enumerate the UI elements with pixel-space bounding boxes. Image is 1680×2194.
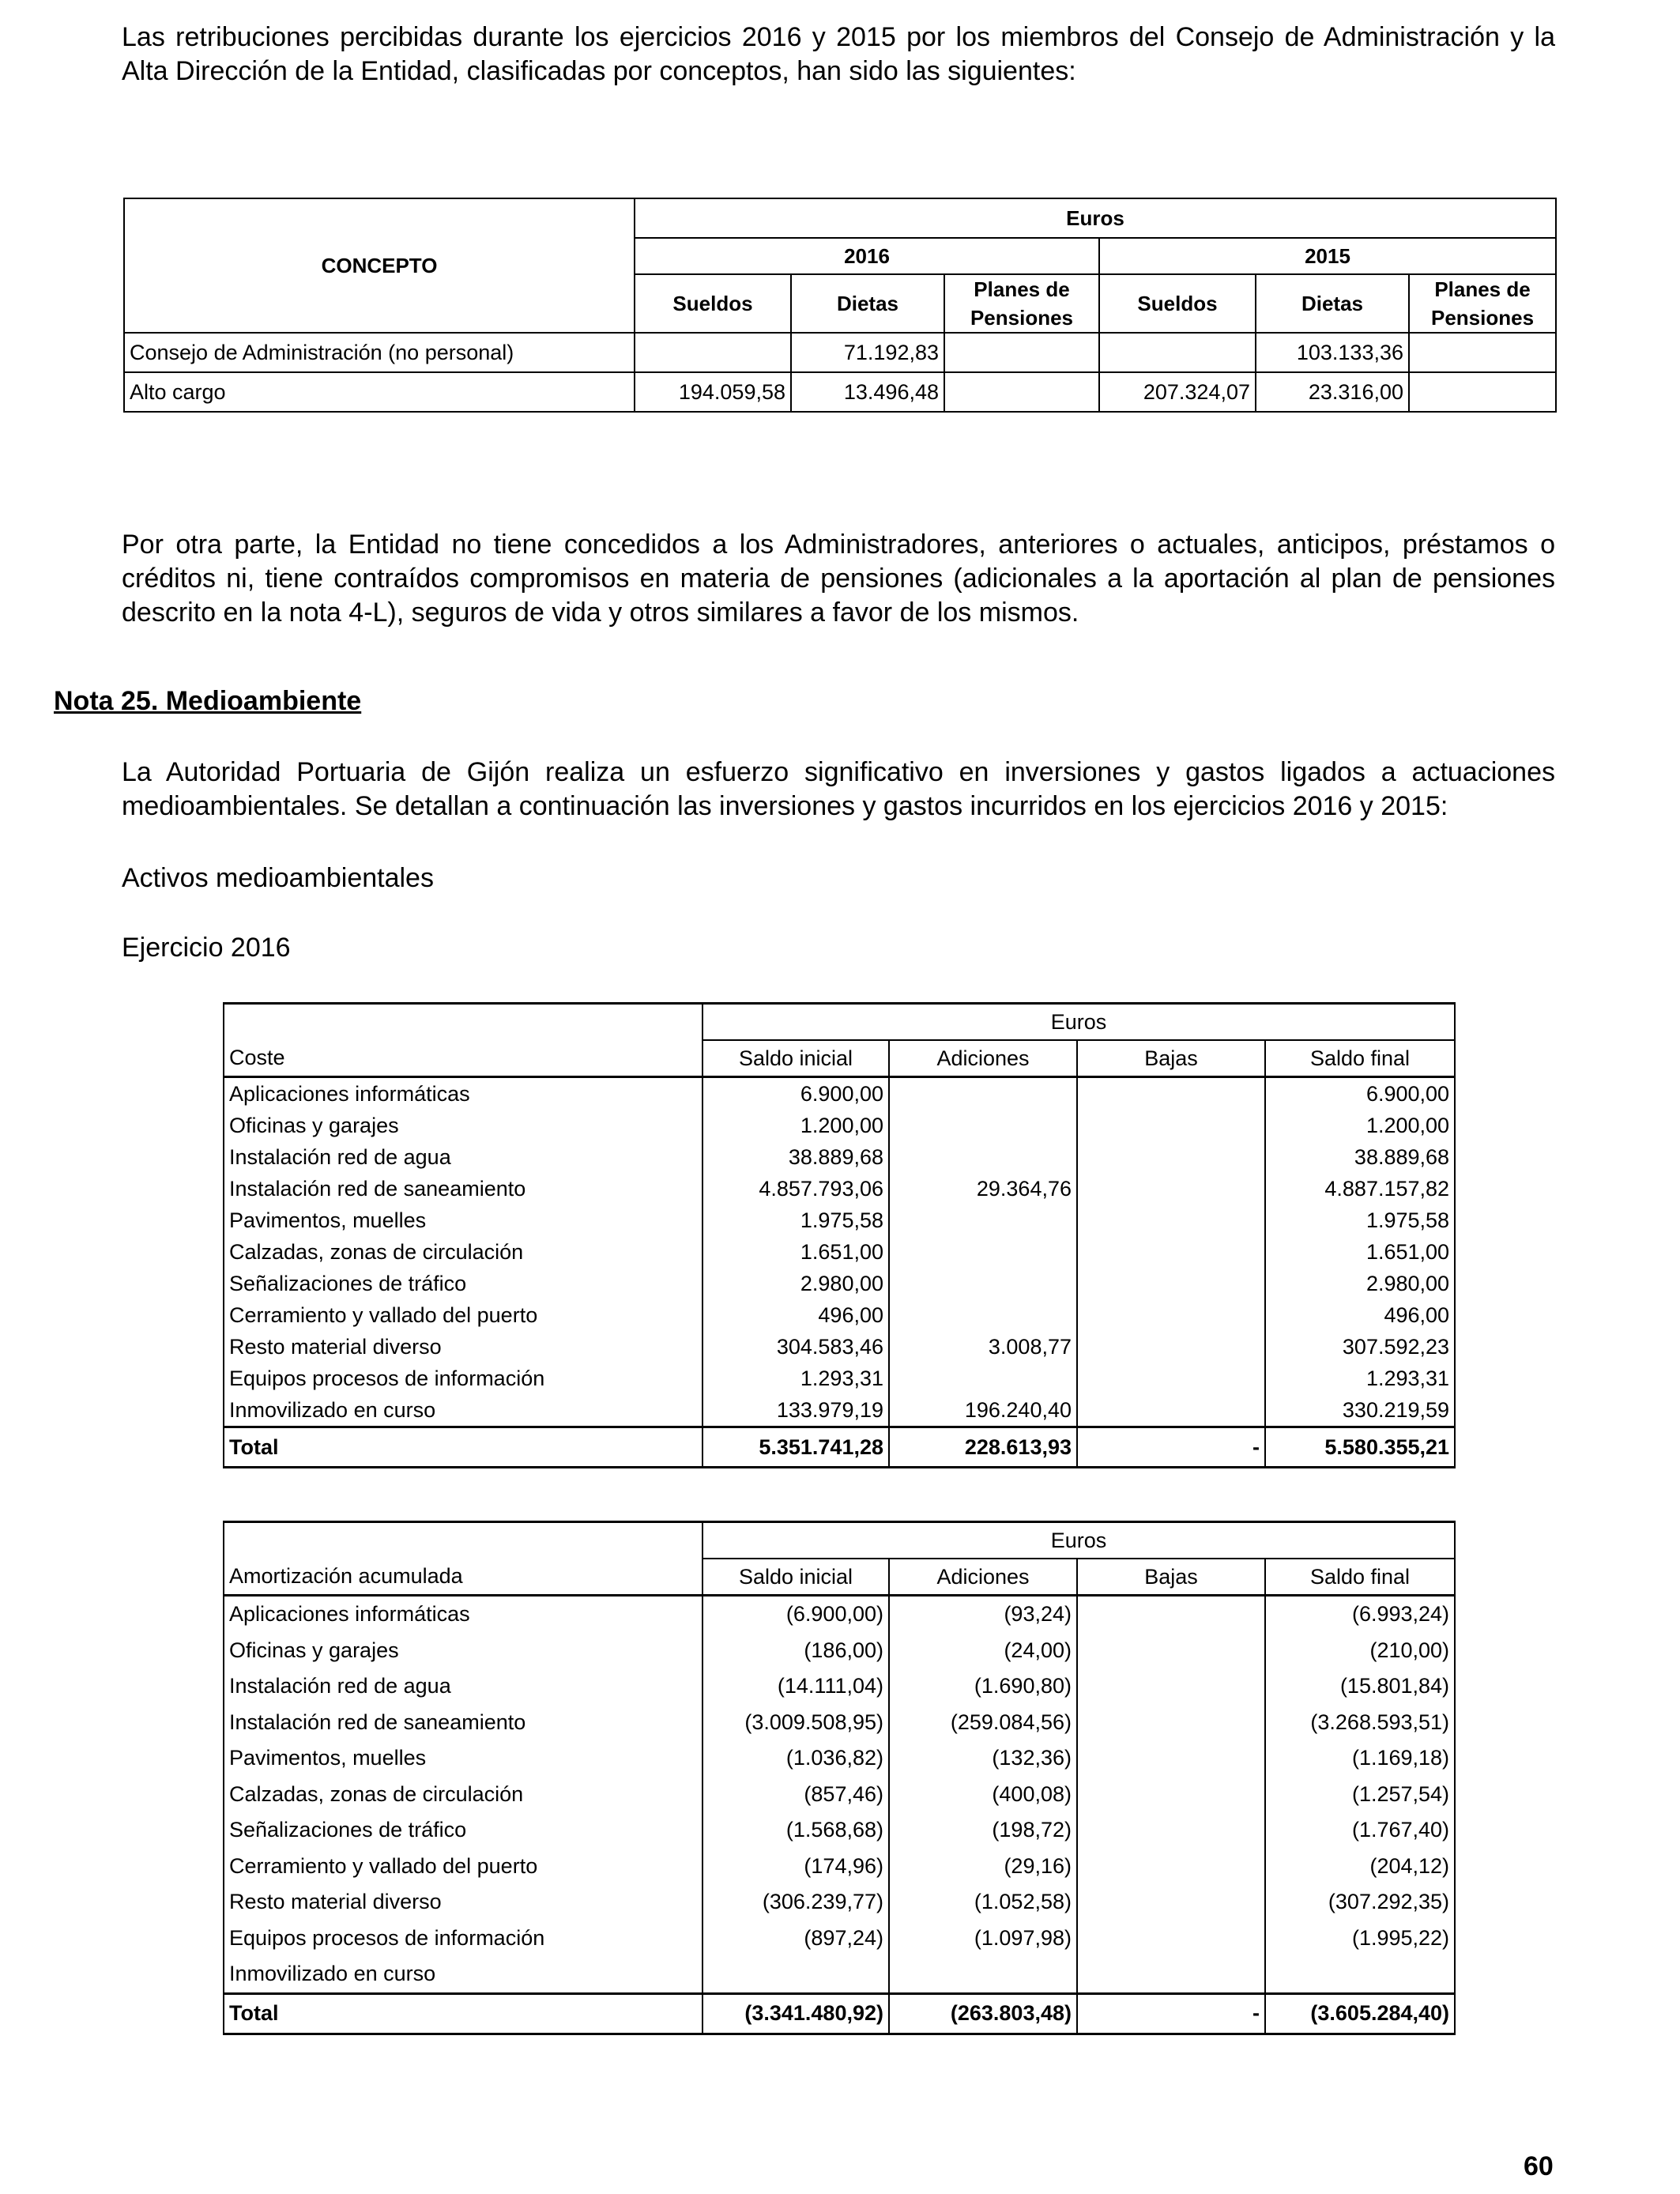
intro-paragraph: Las retribuciones percibidas durante los ejercicios 2016 y 2015 por los miembros del Consejo de Administración y la Alta Dirección de la Entidad, clasificadas por conceptos, han sido las siguientes: (122, 22, 1555, 86)
table-row (224, 1110, 1455, 1141)
row-value (1077, 1884, 1265, 1921)
row-value (1077, 1173, 1265, 1204)
concepto-header: CONCEPTO (124, 198, 635, 333)
row-value: (1.052,58) (889, 1884, 1077, 1921)
saldo-final-header: Saldo final (1265, 1559, 1455, 1596)
row-label: Aplicaciones informáticas (224, 1077, 703, 1110)
row-value (1077, 1668, 1265, 1705)
row-label: Resto material diverso (224, 1331, 703, 1363)
subtitle-ejercicio: Ejercicio 2016 (122, 933, 291, 963)
amortizacion-table (223, 1521, 1456, 2035)
section-heading: Nota 25. Medioambiente (54, 686, 362, 716)
table-row (224, 1394, 1455, 1427)
row-value (889, 1299, 1077, 1331)
planes-2016-header: Planes de Pensiones (944, 274, 1099, 333)
row-label: Aplicaciones informáticas (224, 1596, 703, 1633)
table-row (224, 1921, 1455, 1957)
row-value: (15.801,84) (1265, 1668, 1455, 1705)
total-row: Total (3.341.480,92) (263.803,48) - (3.605.284,40) (224, 1993, 1455, 2034)
row-value: (1.767,40) (1265, 1812, 1455, 1849)
row-label: Instalación red de agua (224, 1668, 703, 1705)
table-row: Consejo de Administración (no personal) 71.192,83 103.133,36 (124, 333, 1556, 372)
euros-header: Euros (635, 198, 1556, 238)
table-row (224, 1884, 1455, 1921)
row-label: Señalizaciones de tráfico (224, 1268, 703, 1299)
table-row (224, 1236, 1455, 1268)
row-value: 1.293,31 (1265, 1363, 1455, 1394)
table-row (224, 1173, 1455, 1204)
row-label: Equipos procesos de información (224, 1921, 703, 1957)
row-value (889, 1141, 1077, 1173)
sueldos-2015-header: Sueldos (1099, 274, 1256, 333)
row-value: (29,16) (889, 1849, 1077, 1885)
row-label: Equipos procesos de información (224, 1363, 703, 1394)
euros-header: Euros (703, 1004, 1455, 1041)
row-value (1077, 1596, 1265, 1633)
row-value: (897,24) (703, 1921, 889, 1957)
row-value: 2.980,00 (1265, 1268, 1455, 1299)
row-value: 307.592,23 (1265, 1331, 1455, 1363)
row-value: 38.889,68 (703, 1141, 889, 1173)
row-value: (1.995,22) (1265, 1921, 1455, 1957)
row-value (1077, 1363, 1265, 1394)
row-value (703, 1956, 889, 1993)
row-value (1077, 1331, 1265, 1363)
medioambiente-paragraph: La Autoridad Portuaria de Gijón realiza un esfuerzo significativo en inversiones y gastos ligados a actuaciones medioambientales. Se detallan a continuación las inversiones y gastos incurridos en los ejercicios 2016 y 2015: (122, 757, 1555, 821)
row-value (1077, 1956, 1265, 1993)
row-value: (307.292,35) (1265, 1884, 1455, 1921)
row-value: (93,24) (889, 1596, 1077, 1633)
row-value (889, 1110, 1077, 1141)
row-value (1265, 1956, 1455, 1993)
row-value: 1.200,00 (703, 1110, 889, 1141)
row-label: Cerramiento y vallado del puerto (224, 1299, 703, 1331)
row-value (1077, 1705, 1265, 1741)
row-value: 1.975,58 (703, 1204, 889, 1236)
row-value: 29.364,76 (889, 1173, 1077, 1204)
row-value: 1.293,31 (703, 1363, 889, 1394)
table-row (224, 1141, 1455, 1173)
row-value (889, 1363, 1077, 1394)
year-2016-header: 2016 (635, 238, 1099, 274)
row-value: 196.240,40 (889, 1394, 1077, 1427)
row-label: Señalizaciones de tráfico (224, 1812, 703, 1849)
saldo-inicial-header: Saldo inicial (703, 1559, 889, 1596)
row-value: 330.219,59 (1265, 1394, 1455, 1427)
row-value: (1.036,82) (703, 1740, 889, 1777)
row-label: Inmovilizado en curso (224, 1394, 703, 1427)
row-value (1077, 1849, 1265, 1885)
bajas-header: Bajas (1077, 1040, 1265, 1077)
table-row (224, 1777, 1455, 1813)
saldo-inicial-header: Saldo inicial (703, 1040, 889, 1077)
row-value: (198,72) (889, 1812, 1077, 1849)
table-row (224, 1812, 1455, 1849)
table-row (224, 1740, 1455, 1777)
row-label: Calzadas, zonas de circulación (224, 1777, 703, 1813)
table-row (224, 1299, 1455, 1331)
row-value (889, 1204, 1077, 1236)
total-row: Total 5.351.741,28 228.613,93 - 5.580.355,21 (224, 1427, 1455, 1468)
table-row: Alto cargo 194.059,58 13.496,48 207.324,07 23.316,00 (124, 372, 1556, 412)
row-value: (1.257,54) (1265, 1777, 1455, 1813)
table-row (224, 1849, 1455, 1885)
euros-header: Euros (703, 1522, 1455, 1559)
row-value: (6.993,24) (1265, 1596, 1455, 1633)
row-value (1077, 1299, 1265, 1331)
row-value: (1.690,80) (889, 1668, 1077, 1705)
coste-table (223, 1002, 1456, 1468)
table-row (224, 1705, 1455, 1741)
row-value (1077, 1740, 1265, 1777)
coste-header: Coste (224, 1040, 703, 1077)
row-label: Pavimentos, muelles (224, 1740, 703, 1777)
row-value (1077, 1268, 1265, 1299)
table-row (224, 1363, 1455, 1394)
row-value: 304.583,46 (703, 1331, 889, 1363)
row-value (889, 1077, 1077, 1110)
row-value: (1.097,98) (889, 1921, 1077, 1957)
row-value (889, 1236, 1077, 1268)
row-value: 1.651,00 (1265, 1236, 1455, 1268)
table-row (224, 1668, 1455, 1705)
row-value: 496,00 (703, 1299, 889, 1331)
subtitle-activos: Activos medioambientales (122, 863, 434, 893)
row-value: 2.980,00 (703, 1268, 889, 1299)
row-value: (210,00) (1265, 1633, 1455, 1669)
row-value: (186,00) (703, 1633, 889, 1669)
table-row (224, 1268, 1455, 1299)
row-value: (14.111,04) (703, 1668, 889, 1705)
row-value (1077, 1236, 1265, 1268)
row-label: Inmovilizado en curso (224, 1956, 703, 1993)
row-value: (174,96) (703, 1849, 889, 1885)
row-label: Calzadas, zonas de circulación (224, 1236, 703, 1268)
row-value (889, 1956, 1077, 1993)
row-value: 4.887.157,82 (1265, 1173, 1455, 1204)
bajas-header: Bajas (1077, 1559, 1265, 1596)
row-value (1077, 1141, 1265, 1173)
adiciones-header: Adiciones (889, 1040, 1077, 1077)
page-number: 60 (1524, 2151, 1554, 2181)
row-label: Pavimentos, muelles (224, 1204, 703, 1236)
row-value: (1.169,18) (1265, 1740, 1455, 1777)
row-value: 133.979,19 (703, 1394, 889, 1427)
dietas-2016-header: Dietas (791, 274, 944, 333)
row-value (889, 1268, 1077, 1299)
row-value: (400,08) (889, 1777, 1077, 1813)
row-value (1077, 1204, 1265, 1236)
row-value (1077, 1812, 1265, 1849)
table-row (224, 1596, 1455, 1633)
row-value: 3.008,77 (889, 1331, 1077, 1363)
row-value: (1.568,68) (703, 1812, 889, 1849)
administradores-paragraph: Por otra parte, la Entidad no tiene concedidos a los Administradores, anteriores o actuales, anticipos, préstamos o créditos ni, tiene contraídos compromisos en materia de pensiones (adicionales a la aportación al plan de pensiones descrito en la nota 4-L), seguros de vida y otros similares a favor de los mismos. (122, 530, 1555, 628)
row-label: Oficinas y garajes (224, 1633, 703, 1669)
row-value: 6.900,00 (703, 1077, 889, 1110)
table-row (224, 1956, 1455, 1993)
row-value: (24,00) (889, 1633, 1077, 1669)
row-value: (306.239,77) (703, 1884, 889, 1921)
table-row (224, 1633, 1455, 1669)
row-value: (6.900,00) (703, 1596, 889, 1633)
year-2015-header: 2015 (1099, 238, 1556, 274)
row-value (1077, 1633, 1265, 1669)
row-value (1077, 1394, 1265, 1427)
planes-2015-header: Planes de Pensiones (1409, 274, 1556, 333)
row-value: 1.200,00 (1265, 1110, 1455, 1141)
row-value (1077, 1921, 1265, 1957)
row-label: Oficinas y garajes (224, 1110, 703, 1141)
saldo-final-header: Saldo final (1265, 1040, 1455, 1077)
retribuciones-table (123, 198, 1557, 413)
row-value: (204,12) (1265, 1849, 1455, 1885)
row-value: 38.889,68 (1265, 1141, 1455, 1173)
amortizacion-header: Amortización acumulada (224, 1559, 703, 1596)
row-value: 6.900,00 (1265, 1077, 1455, 1110)
table-row (224, 1077, 1455, 1110)
dietas-2015-header: Dietas (1256, 274, 1409, 333)
row-value: 1.975,58 (1265, 1204, 1455, 1236)
row-value (1077, 1110, 1265, 1141)
row-label: Instalación red de saneamiento (224, 1173, 703, 1204)
row-value (1077, 1777, 1265, 1813)
row-label: Resto material diverso (224, 1884, 703, 1921)
row-value: (132,36) (889, 1740, 1077, 1777)
row-value: (857,46) (703, 1777, 889, 1813)
sueldos-2016-header: Sueldos (635, 274, 791, 333)
row-value: 1.651,00 (703, 1236, 889, 1268)
row-label: Instalación red de saneamiento (224, 1705, 703, 1741)
adiciones-header: Adiciones (889, 1559, 1077, 1596)
row-value: (3.268.593,51) (1265, 1705, 1455, 1741)
row-value: 4.857.793,06 (703, 1173, 889, 1204)
row-label: Cerramiento y vallado del puerto (224, 1849, 703, 1885)
row-value: (259.084,56) (889, 1705, 1077, 1741)
row-value: (3.009.508,95) (703, 1705, 889, 1741)
table-row (224, 1331, 1455, 1363)
table-row (224, 1204, 1455, 1236)
row-label: Instalación red de agua (224, 1141, 703, 1173)
row-value: 496,00 (1265, 1299, 1455, 1331)
row-value (1077, 1077, 1265, 1110)
